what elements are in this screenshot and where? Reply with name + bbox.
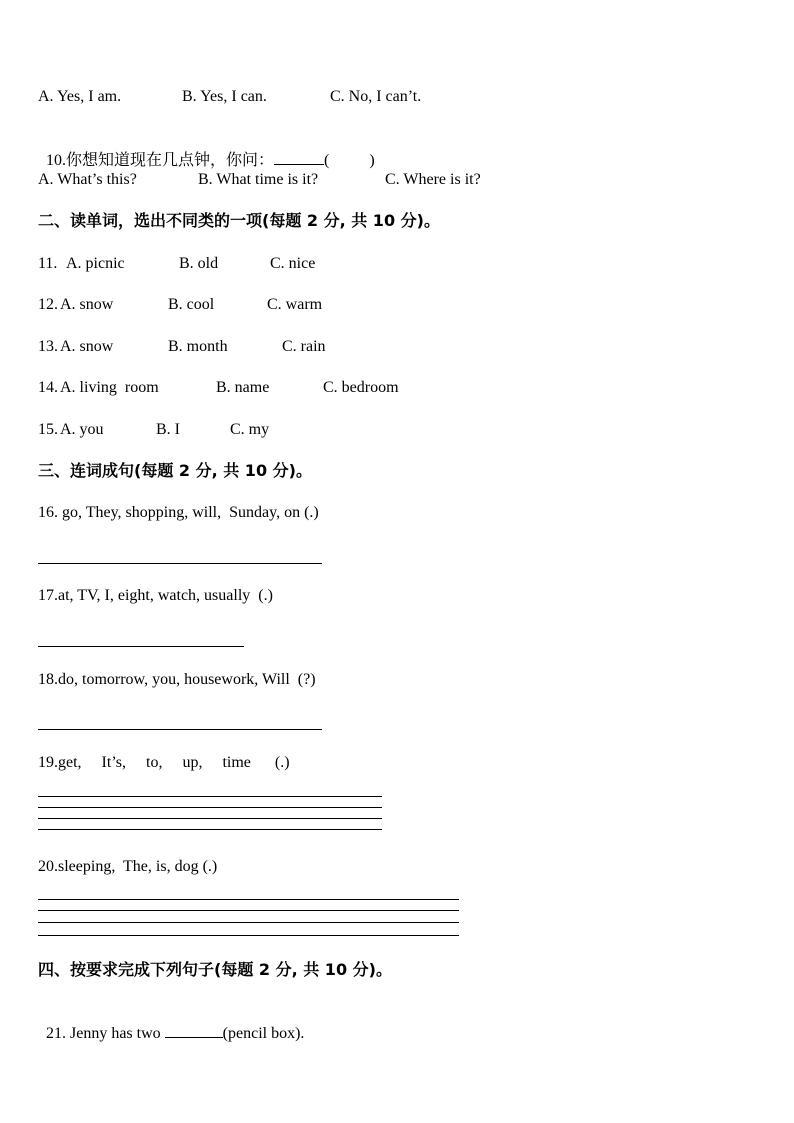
q16-text: 16. go, They, shopping, will, Sunday, on (.)	[38, 504, 319, 521]
q11-number: 11.	[38, 255, 58, 272]
q11-row	[38, 254, 316, 274]
q9-option-b: B. Yes, I can.	[182, 88, 267, 105]
q10-option-b: B. What time is it?	[198, 171, 319, 188]
q14-number: 14.	[38, 379, 58, 396]
q10-option-c: C. Where is it?	[385, 171, 481, 188]
q11-option-b: B. old	[179, 255, 219, 272]
section4-heading: 四、按要求完成下列句子(每题 2 分, 共 10 分)。	[38, 960, 392, 979]
q17-answer-line[interactable]	[38, 646, 244, 647]
q12-option-b: B. cool	[168, 296, 215, 313]
q12-option-a: A. snow	[60, 296, 114, 313]
q19-answer-line-4[interactable]	[38, 829, 382, 830]
q10-paren: ( )	[324, 152, 375, 169]
q19-answer-line-1[interactable]	[38, 796, 382, 797]
q19-text: 19.get, It’s, to, up, time (.)	[38, 754, 290, 771]
q20-answer-line-1[interactable]	[38, 899, 459, 900]
q14-option-b: B. name	[216, 379, 270, 396]
q17-text: 17.at, TV, I, eight, watch, usually (.)	[38, 587, 273, 604]
q11-option-c: C. nice	[270, 255, 316, 272]
q20-answer-line-3[interactable]	[38, 922, 459, 923]
q9-option-a: A. Yes, I am.	[38, 88, 122, 105]
q10-answer-blank[interactable]	[274, 149, 324, 165]
q21-row	[38, 1002, 305, 1042]
section3-heading: 三、连词成句(每题 2 分, 共 10 分)。	[38, 461, 312, 480]
q9-options-row	[38, 87, 422, 107]
q14-option-a: A. living room	[60, 379, 159, 396]
q13-number: 13.	[38, 338, 58, 355]
q21-text-before: 21. Jenny has two	[46, 1025, 165, 1042]
q14-option-c: C. bedroom	[323, 379, 399, 396]
q15-option-c: C. my	[230, 421, 270, 438]
q15-number: 15.	[38, 421, 58, 438]
q21-text-after: (pencil box).	[222, 1025, 305, 1042]
q11-option-a: A. picnic	[66, 255, 125, 272]
q18-text: 18.do, tomorrow, you, housework, Will (?)	[38, 671, 316, 688]
q13-option-a: A. snow	[60, 338, 114, 355]
q13-row	[38, 337, 326, 357]
q15-option-b: B. I	[156, 421, 180, 438]
q20-answer-line-4[interactable]	[38, 935, 459, 936]
q12-row	[38, 295, 323, 315]
q10-options-row	[38, 170, 481, 190]
q9-option-c: C. No, I can’t.	[330, 88, 422, 105]
q19-answer-line-3[interactable]	[38, 818, 382, 819]
q12-option-c: C. warm	[267, 296, 323, 313]
q20-answer-line-2[interactable]	[38, 910, 459, 911]
q10-option-a: A. What’s this?	[38, 171, 137, 188]
q13-option-c: C. rain	[282, 338, 326, 355]
q10-prompt: 10.你想知道现在几点钟，你问：	[46, 152, 275, 169]
q18-answer-line[interactable]	[38, 729, 322, 730]
q13-option-b: B. month	[168, 338, 228, 355]
q14-row	[38, 378, 399, 398]
q12-number: 12.	[38, 296, 58, 313]
q20-text: 20.sleeping, The, is, dog (.)	[38, 858, 218, 875]
q21-answer-blank[interactable]	[165, 1022, 223, 1038]
q15-option-a: A. you	[60, 421, 104, 438]
section2-heading: 二、读单词，选出不同类的一项(每题 2 分, 共 10 分)。	[38, 211, 440, 230]
q16-answer-line[interactable]	[38, 563, 322, 564]
q10-prompt-row	[38, 129, 375, 169]
q15-row	[38, 420, 270, 440]
q19-answer-line-2[interactable]	[38, 807, 382, 808]
